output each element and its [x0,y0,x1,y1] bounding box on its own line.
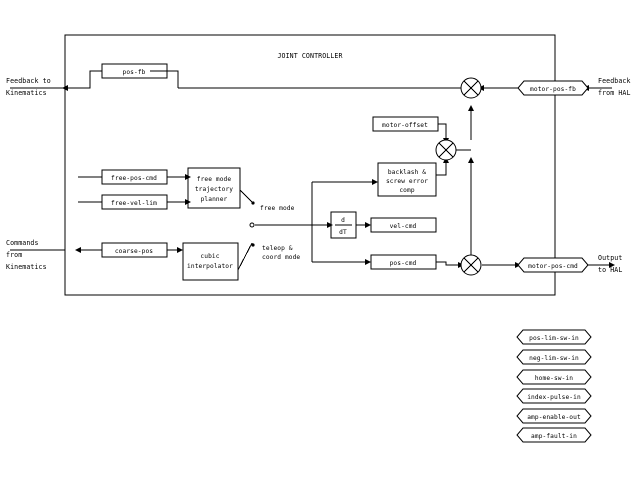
summing-junction-bottom [461,255,481,275]
label-output-to-hal-line-2: to HAL [598,266,623,274]
arrow-commands-in [75,247,81,253]
legend-pin-amp-fault-in[interactable] [517,428,591,442]
arrow-to-mid-sum [468,157,474,163]
legend-pin-amp-fault-in-label: amp-fault-in [531,433,577,440]
block-cubic-interpolator[interactable] [183,243,238,280]
arrow-cubic-in [177,247,183,253]
block-free-pos-cmd-label: free-pos-cmd [111,175,157,182]
legend-pin-pos-lim-sw-in[interactable] [517,330,591,344]
legend-pin-amp-enable-out-label: amp-enable-out [527,414,581,421]
wire-cubic-to-switch [238,243,252,270]
arrow-backlash-in [372,179,378,185]
derivative-denominator: dT [339,229,347,236]
hal-pin-motor-pos-cmd-label: motor-pos-cmd [528,263,578,270]
block-pos-cmd-label: pos-cmd [389,260,417,267]
label-output-to-hal-line-1: Output [598,254,623,262]
cubic-line-2: interpolator [187,263,233,270]
block-free-vel-lim-label: free-vel-lim [111,200,157,207]
legend-pin-neg-lim-sw-in-label: neg-lim-sw-in [529,355,579,362]
switch-contact-teleop [251,243,254,246]
cubic-line-1: cubic [200,253,220,260]
arrow-to-top-sum [468,105,474,111]
legend-pin-home-sw-in-label: home-sw-in [534,375,574,382]
switch-pivot [250,223,254,227]
label-feedback-to-kinematics-line-2: Kinematics [6,89,47,97]
summing-junction-middle [436,140,456,160]
diagram-title: JOINT CONTROLLER [277,52,343,60]
label-commands-from-kinematics-line-2: from [6,251,23,259]
planner-line-3: planner [200,196,228,203]
block-coarse-pos-label: coarse-pos [114,248,154,255]
legend-pin-neg-lim-sw-in[interactable] [517,350,591,364]
hal-pin-motor-pos-cmd[interactable] [518,258,588,272]
arrow-poscmd [365,259,371,265]
wire-fb-to-posfb [150,71,178,88]
arrow-deriv-in [327,222,333,228]
label-free-mode: free mode [260,205,295,212]
backlash-line-1: backlash & [387,169,427,176]
switch-contact-free [251,201,254,204]
legend-pin-index-pulse-in[interactable] [517,389,591,403]
hal-pin-motor-pos-fb[interactable] [518,81,588,95]
label-feedback-to-kinematics-line-1: Feedback to [6,77,51,85]
label-teleop-line-1: teleop & [262,245,293,252]
block-pos-fb-label: pos-fb [122,69,146,76]
legend-pin-home-sw-in[interactable] [517,370,591,384]
wire-poscmd-to-lowsum [436,262,461,265]
label-commands-from-kinematics-line-1: Commands [6,239,39,247]
backlash-line-2: screw error [385,178,429,185]
summing-junction-top [461,78,481,98]
label-commands-from-kinematics-line-3: Kinematics [6,263,47,271]
wire-posfb-left [65,71,102,88]
legend-pin-amp-enable-out[interactable] [517,409,591,423]
hal-pin-motor-pos-fb-label: motor-pos-fb [530,86,576,93]
label-feedback-from-hal-line-2: from HAL [598,89,631,97]
arrow-velcmd [365,222,371,228]
backlash-line-3: comp [399,187,415,194]
label-feedback-from-hal-line-1: Feedback [598,77,631,85]
planner-line-2: trajectory [194,186,234,193]
label-teleop-line-2: coord mode [262,254,301,261]
planner-line-1: free mode [196,176,232,183]
block-motor-offset-label: motor-offset [382,122,428,129]
block-vel-cmd-label: vel-cmd [389,223,417,230]
wire-planner-to-switch [240,190,252,202]
legend-pin-index-pulse-in-label: index-pulse-in [527,394,581,401]
derivative-numerator: d [341,217,345,224]
legend-pin-pos-lim-sw-in-label: pos-lim-sw-in [529,335,579,342]
